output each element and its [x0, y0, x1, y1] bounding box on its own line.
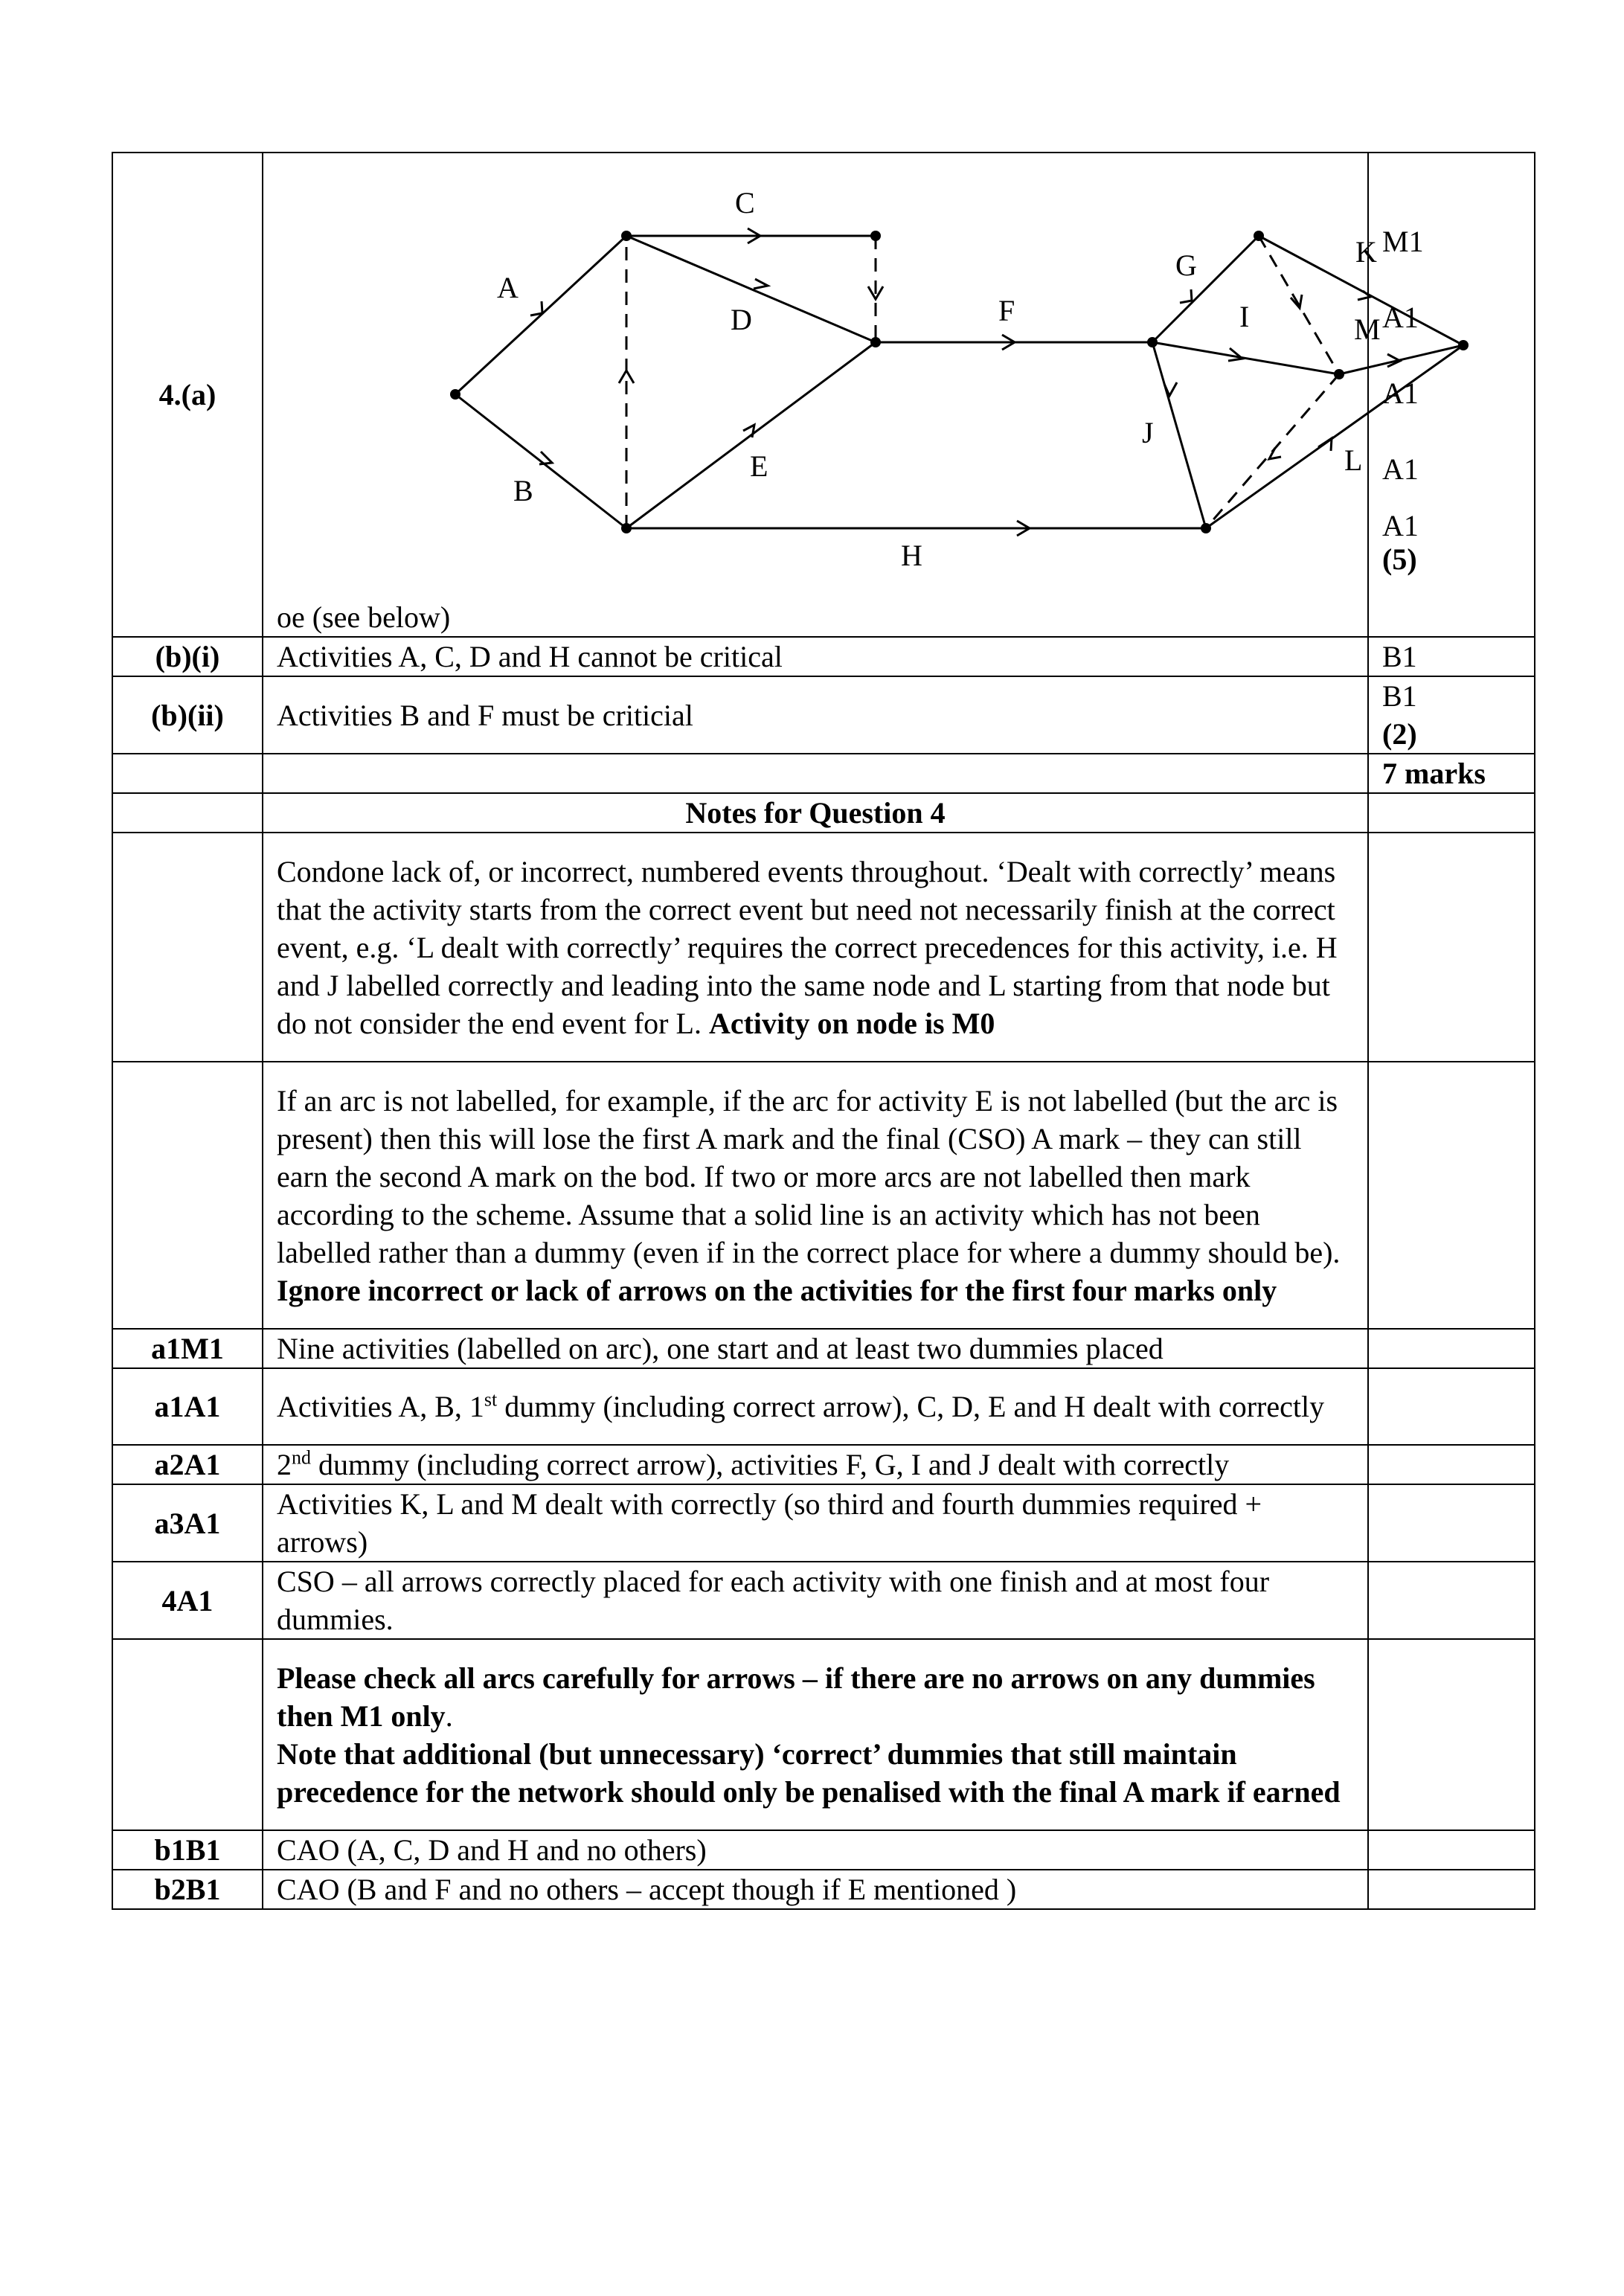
- node-4: [870, 231, 881, 241]
- notes-heading: Notes for Question 4: [263, 793, 1368, 833]
- label-A: A: [497, 271, 519, 304]
- label-H: H: [901, 539, 922, 572]
- note-check: Please check all arcs carefully for arrows – if there are no arrows on any dummies then M1 only. Note that additional (but unnecessary) ‘correct’ dummies that still maintain precedence for the network should only be penalised with the final A mark if earned: [112, 1639, 1535, 1830]
- label-K: K: [1355, 235, 1377, 269]
- note-a1A1: a1A1 Activities A, B, 1st dummy (including correct arrow), C, D, E and H dealt with correctly: [112, 1368, 1535, 1445]
- label-F: F: [998, 294, 1015, 327]
- note-a3A1: a3A1 Activities K, L and M dealt with correctly (so third and fourth dummies required + arrows): [112, 1484, 1535, 1562]
- note-4A1: 4A1 CSO – all arrows correctly placed for each activity with one finish and at most four dummies.: [112, 1562, 1535, 1639]
- oe-note: oe (see below): [277, 600, 451, 634]
- arc-E: [626, 342, 876, 528]
- row-total: [112, 754, 1535, 793]
- total-marks: 7 marks: [1368, 754, 1535, 793]
- label-D: D: [731, 303, 752, 336]
- row-4a: [112, 153, 1535, 637]
- notes-general-2: If an arc is not labelled, for example, if the arc for activity E is not labelled (but the arc is present) then this will lose the first A mark and the final (CSO) A mark – they can still earn the second A mark on the bod. If two or more arcs are not labelled then mark according to the scheme. Assume that a solid line is an activity which has not been labelled rather than a dummy (even if in the correct place for where a dummy should be). Ignore incorrect or lack of arrows on the activities for the first four marks only: [112, 1062, 1535, 1329]
- notes-general-1: Condone lack of, or incorrect, numbered events throughout. ‘Dealt with correctly’ means that the activity starts from the correct event but need not necessarily finish at the correct event, e.g. ‘L dealt with correctly’ requires the correct precedences for this activity, i.e. H and J labelled correctly and leading into the same node and L starting from that node but do not consider the end event for L. Activity on node is M0: [112, 833, 1535, 1062]
- node-7: [1254, 231, 1264, 241]
- activity-network-diagram: [277, 156, 1381, 599]
- node-8: [1334, 369, 1344, 379]
- label-B: B: [513, 474, 533, 507]
- node-start: [450, 389, 460, 400]
- notes-heading-row: [112, 793, 1535, 833]
- note-b2B1: b2B1 CAO (B and F and no others – accept though if E mentioned ): [112, 1870, 1535, 1909]
- label-L: L: [1344, 443, 1363, 477]
- node-2: [621, 231, 632, 241]
- note-a1M1: a1M1 Nine activities (labelled on arc), one start and at least two dummies placed: [112, 1329, 1535, 1368]
- note-b1B1: b1B1 CAO (A, C, D and H and no others): [112, 1830, 1535, 1870]
- question-label: 4.(a): [112, 153, 263, 637]
- node-5: [870, 337, 881, 347]
- label-C: C: [735, 186, 755, 219]
- row-4bi: (b)(i) Activities A, C, D and H cannot be critical B1: [112, 637, 1535, 676]
- label-I: I: [1239, 300, 1250, 333]
- note-a2A1: a2A1 2nd dummy (including correct arrow), activities F, G, I and J dealt with correctly: [112, 1445, 1535, 1484]
- node-finish: [1458, 340, 1469, 350]
- arc-I: [1152, 342, 1339, 374]
- label-M: M: [1354, 312, 1381, 346]
- row-4bii: (b)(ii) Activities B and F must be criticial B1 (2): [112, 676, 1535, 754]
- label-J: J: [1142, 416, 1154, 449]
- node-6: [1147, 337, 1158, 347]
- arc-J: [1152, 342, 1206, 528]
- arc-B: [455, 394, 626, 528]
- label-E: E: [750, 449, 768, 483]
- label-G: G: [1175, 248, 1197, 282]
- node-9: [1201, 523, 1211, 533]
- mark-scheme-table: [112, 152, 1535, 1910]
- arc-A: [455, 236, 626, 394]
- marks-4a: M1 A1 A1 A1 A1 (5): [1368, 153, 1535, 637]
- node-3: [621, 523, 632, 533]
